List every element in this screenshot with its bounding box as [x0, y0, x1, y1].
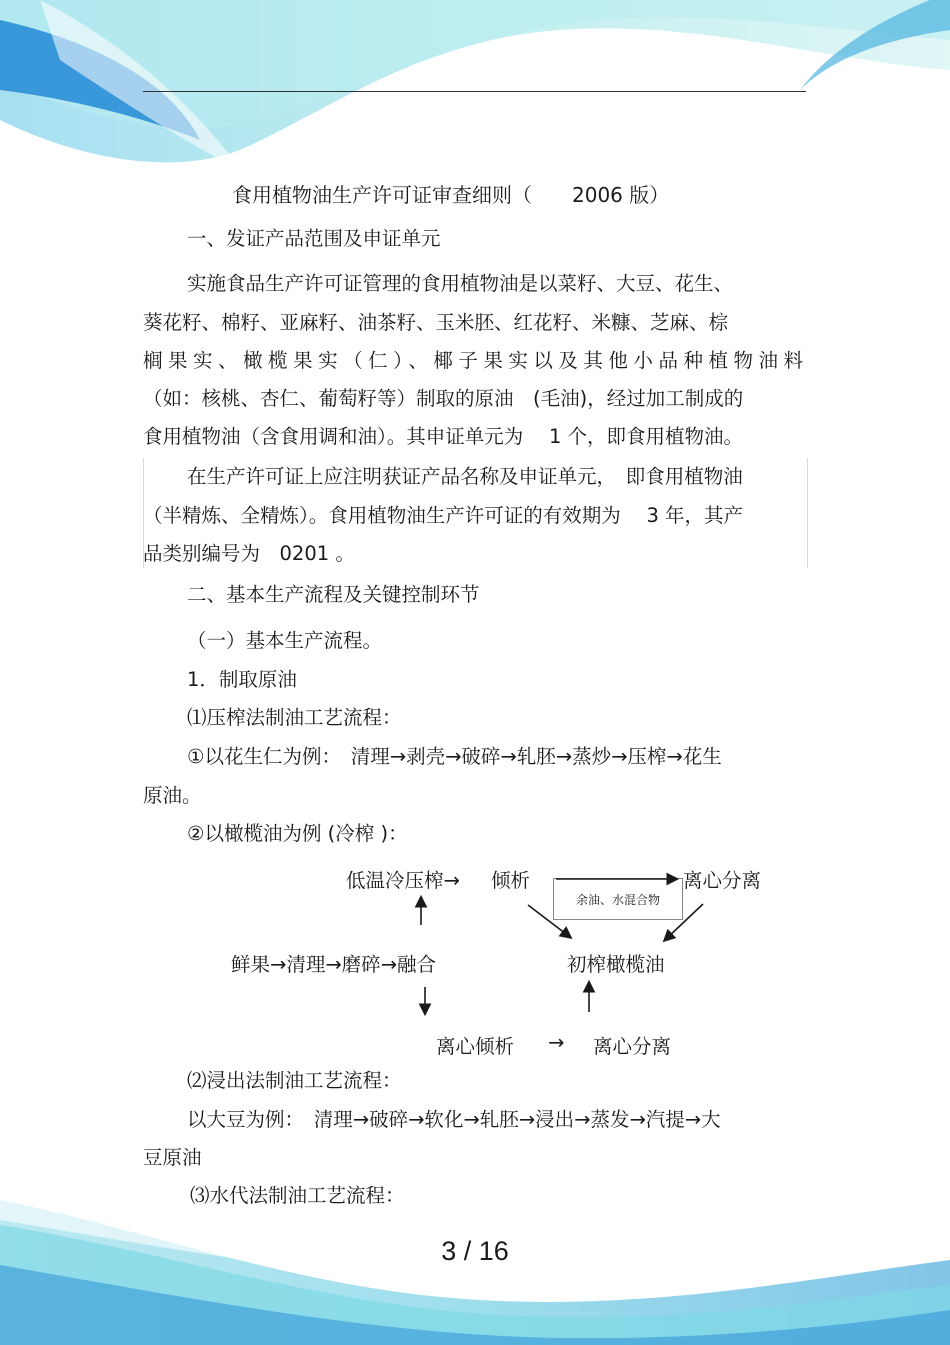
paragraph-line: 以大豆为例： 清理→破碎→软化→轧胚→浸出→蒸发→汽提→大	[187, 1108, 721, 1131]
paragraph-line: ①以花生仁为例： 清理→剥壳→破碎→轧胚→蒸炒→压榨→花生	[187, 745, 722, 768]
paragraph-line: 食用植物油（含食用调和油）。其申证单元为 1 个，即食用植物油。	[143, 425, 744, 448]
section-heading-1: 一、发证产品范围及申证单元	[187, 227, 441, 250]
page-number: 3 / 16	[441, 1236, 509, 1266]
flow-node-centrifugal-decant: 离心倾析	[436, 1035, 515, 1058]
paragraph-line: 豆原油	[143, 1146, 202, 1169]
subsection-heading: （一）基本生产流程。	[187, 629, 383, 652]
item-heading: 1．制取原油	[187, 668, 297, 691]
paragraph-line: 原油。	[143, 784, 202, 807]
leach-method-heading: ⑵浸出法制油工艺流程：	[187, 1069, 402, 1092]
flow-node-decant: 倾析	[491, 869, 531, 892]
flow-node-cold-press: 低温冷压榨→	[346, 869, 460, 892]
water-method-heading: ⑶水代法制油工艺流程：	[190, 1184, 405, 1207]
paragraph-line: 实施食品生产许可证管理的食用植物油是以菜籽、大豆、花生、	[187, 272, 734, 295]
flow-arrow-text: →	[548, 1031, 565, 1054]
arrow-centrifuge-to-virgin-oil	[665, 904, 703, 940]
paragraph-line: 品类别编号为 0201 。	[143, 542, 355, 565]
paragraph-line: 在生产许可证上应注明获证产品名称及申证单元， 即食用植物油	[187, 465, 743, 488]
arrow-decant-to-virgin-oil	[528, 905, 570, 937]
paragraph-line: （半精炼、全精炼）。食用植物油生产许可证的有效期为 3 年，其产	[143, 504, 744, 527]
paragraph-line: （如：核桃、杏仁、葡萄籽等）制取的原油 (毛油)，经过加工制成的	[143, 387, 744, 410]
flow-note-box: 余油、水混合物	[553, 878, 683, 920]
flow-node-fresh-fruit-chain: 鲜果→清理→磨碎→融合	[231, 953, 437, 976]
flow-node-virgin-oil: 初榨橄榄油	[567, 953, 665, 976]
section-heading-2: 二、基本生产流程及关键控制环节	[187, 583, 480, 606]
flow-node-centrifuge-bottom: 离心分离	[593, 1035, 672, 1058]
document-title: 食用植物油生产许可证审查细则（ 2006 版）	[232, 183, 670, 207]
paragraph-line: 葵花籽、棉籽、亚麻籽、油茶籽、玉米胚、红花籽、米糠、芝麻、棕	[143, 311, 729, 334]
paragraph-line: 榈果实、橄榄果实（仁）、椰子果实以及其他小品种植物油料	[143, 349, 803, 372]
flow-node-centrifuge-top: 离心分离	[683, 869, 762, 892]
press-method-heading: ⑴压榨法制油工艺流程：	[187, 706, 402, 729]
paragraph-line: ②以橄榄油为例 (冷榨 )：	[187, 822, 408, 845]
